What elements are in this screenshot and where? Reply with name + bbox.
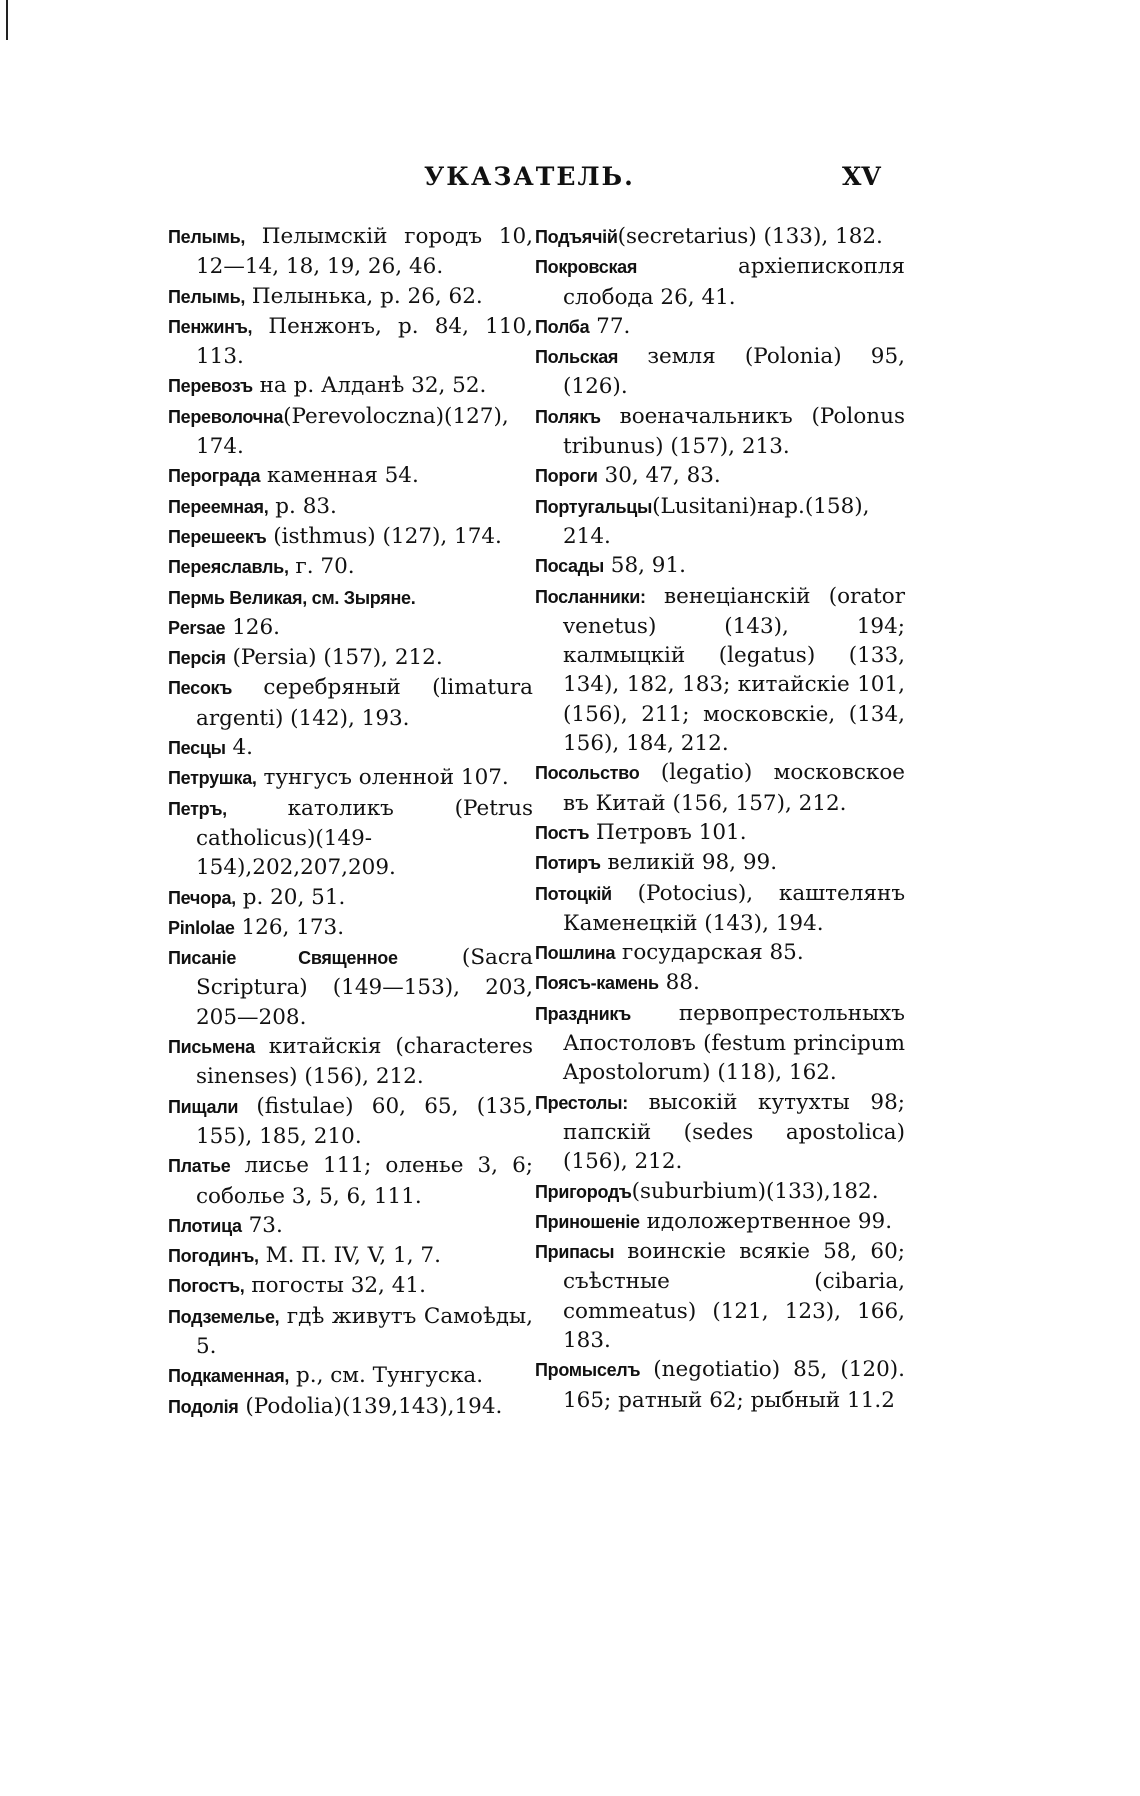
entry-headword: Подкаменная, [168,1366,290,1387]
page-header [0,162,1140,202]
entry-text: на р. Алданѣ 32, 52. [252,373,487,399]
entry-text: р., см. Тунгуска. [289,1363,484,1389]
entry-text: Пелымскій городъ 10, 12—14, 18, 19, 26, 46. [196,224,533,280]
entry-text: (fistulae) 60, 65, (135, 155), 185, 210. [196,1093,533,1149]
entry-text: государская 85. [615,940,804,966]
entry-headword: Переемная, [168,496,269,517]
index-entry [535,848,905,878]
entry-headword: Полякъ [535,406,601,427]
index-entry [535,582,905,759]
index-entry [168,1032,533,1092]
entry-headword: Посольство [535,763,640,784]
entry-text: р. 20, 51. [235,884,346,910]
entry-text: земля (Polonia) 95, (126). [563,344,905,400]
entry-headword: Приношеніе [535,1211,640,1232]
index-entry [168,943,533,1032]
entry-text: (Perevoloczna)(127), 174. [196,403,509,460]
entry-headword: Перешеекъ [168,526,267,547]
entry-headword: Pinlolae [168,917,235,938]
entry-text: (Sacra Scriptura) (149—153), 203, 205—208. [196,945,533,1030]
entry-headword: Подолія [168,1396,239,1417]
entry-text: М. П. IV, V, 1, 7. [258,1243,441,1269]
entry-text: (negotiatio) 85, (120). 165; ратный 62; рыбный 11.2 [563,1357,905,1413]
entry-text: гдѣ живутъ Самоѣды, 5. [196,1303,533,1359]
page-number: XV [842,162,881,191]
index-entry [168,794,533,883]
entry-headword: Престолы: [535,1092,628,1113]
index-entry [168,492,533,522]
entry-text: военачальникъ (Polonus tribunus) (157), 213. [563,403,905,460]
entry-headword: Пелымь, [168,227,246,247]
index-entry [168,312,533,372]
index-entry [535,938,905,968]
entry-text: р. 83. [268,493,337,519]
index-entry [168,613,533,643]
entry-text: 58, 91. [603,553,686,579]
index-entry [168,402,533,462]
index-entry [535,1355,905,1415]
entry-text: высокій кутухты 98; папскій (sedes apostolica) (156), 212. [563,1089,905,1175]
entry-headword: Плотица [168,1215,242,1236]
entry-text: венеціанскій (orator venetus) (143), 194; калмыцкій (legatus) (133, 134), 182, 183; китайскіе 101, (156), 211; московскіе, (134, 156), 184, 212. [563,583,905,757]
entry-headword: Погодинъ, [168,1246,259,1267]
entry-text: серебряный (limatura argenti) (142), 193. [196,675,533,731]
index-entry [168,1151,533,1211]
entry-headword: Петрушка, [168,768,257,789]
index-entry [168,643,533,673]
index-entry [535,758,905,818]
entry-headword: Печора, [168,887,236,908]
index-entry [168,522,533,552]
entry-headword: Пригородъ [535,1181,632,1202]
entry-headword: Письмена [168,1037,255,1058]
index-entry [168,913,533,943]
entry-headword: Пермь Великая, см. Зыряне. [168,587,416,608]
index-entry [535,222,905,252]
entry-headword: Пелымь, [168,286,246,307]
entry-headword: Перограда [168,466,261,487]
entry-text: первопрестольныхъ Апостоловъ (festum principum Apostolorum) (118), 162. [563,1000,905,1086]
entry-text: (Persia) (157), 212. [225,645,443,671]
index-entry [168,763,533,793]
index-entry [535,342,905,402]
entry-headword: Пенжинъ, [168,316,253,337]
entry-text: (suburbium)(133),182. [631,1178,879,1204]
entry-text: (secretarius) (133), 182. [617,224,883,249]
index-entry [535,312,905,342]
entry-text: (isthmus) (127), 174. [266,523,502,549]
index-column-right [535,222,905,1415]
entry-text: Пенжонъ, р. 84, 110, 113. [196,313,533,370]
entry-headword: Платье [168,1156,231,1177]
entry-text: погосты 32, 41. [244,1273,426,1299]
entry-text: китайскія (characteres sinenses) (156), 212. [196,1034,533,1090]
index-entry [168,371,533,401]
index-entry [168,461,533,491]
index-entry [535,1207,905,1237]
entry-headword: Польская [535,347,619,368]
index-entry [535,968,905,998]
entry-headword: Пошлина [535,943,616,964]
entry-headword: Перевозъ [168,376,253,397]
entry-headword: Поясъ-камень [535,973,659,994]
entry-headword: Песокъ [168,678,233,699]
index-entry [535,402,905,462]
entry-headword: Переяславль, [168,557,289,578]
entry-text: (Podolia)(139,143),194. [238,1393,503,1419]
entry-headword: Переволочна [168,406,284,427]
index-entry [168,1211,533,1241]
entry-headword: Петръ, [168,798,227,819]
index-entry [168,883,533,913]
entry-headword: Праздникъ [535,1003,631,1024]
index-entry [535,818,905,848]
entry-text: архіепископля слобода 26, 41. [563,254,905,310]
index-entry [535,1177,905,1207]
entry-text: каменная 54. [260,463,419,489]
entry-text: 126. [225,614,280,640]
entry-headword: Постъ [535,822,590,843]
entry-headword: Полба [535,316,590,337]
entry-text: (Potocius), каштелянъ Каменецкій (143), 194. [563,880,905,936]
index-entry [535,551,905,581]
entry-text: идоложертвенное 99. [639,1208,893,1234]
entry-headword: Покровская [535,257,638,278]
entry-headword: Потиръ [535,853,601,874]
entry-headword: Промыселъ [535,1360,641,1381]
entry-text: (Lusitani)нар.(158), 214. [563,493,870,549]
index-entry [535,252,905,312]
index-entry [168,1392,533,1422]
entry-headword: Persae [168,617,226,638]
index-entry [535,999,905,1088]
entry-headword: Потоцкій [535,883,612,904]
entry-text: 30, 47, 83. [597,463,721,489]
entry-headword: Португальцы [535,496,653,517]
entry-text: лисье 111; оленье 3, 6; соболье 3, 5, 6, 111. [196,1153,533,1209]
index-column-left [168,222,533,1422]
entry-headword: Припасы [535,1242,615,1263]
entry-text: Пелынька, р. 26, 62. [245,283,483,309]
entry-text: 88. [658,970,700,996]
index-entry [168,1092,533,1152]
index-entry [168,552,533,582]
entry-text: г. 70. [288,554,355,580]
entry-headword: Погостъ, [168,1276,245,1297]
entry-headword: Посланники: [535,586,646,607]
entry-text: 126, 173. [234,914,345,940]
entry-text: тунгусъ оленной 107. [256,765,509,791]
entry-text: 4. [225,735,254,761]
scan-edge-mark [6,0,8,40]
index-entry [168,222,533,282]
index-entry [535,879,905,939]
entry-text: воинскіе всякіе 58, 60; съѣстные (cibaria, commeatus) (121, 123), 166, 183. [563,1239,905,1353]
page-title: УКАЗАТЕЛЬ. [424,162,635,191]
index-entry [535,461,905,491]
entry-text: Петровъ 101. [589,819,747,845]
entry-headword: Посады [535,556,604,577]
entry-headword: Подземелье, [168,1306,280,1327]
entry-headword: Персія [168,648,226,669]
entry-text: (legatio) московское въ Китай (156, 157), 212. [563,760,905,816]
index-entry [168,1302,533,1362]
entry-headword: Пороги [535,466,598,487]
entry-headword: Пищали [168,1096,239,1117]
index-entry [168,282,533,312]
index-entry [168,733,533,763]
entry-headword: Песцы [168,738,226,759]
index-entry [168,1271,533,1301]
index-entry [168,1241,533,1271]
index-entry [168,673,533,733]
entry-headword: Подъячій [535,227,618,247]
entry-text: великій 98, 99. [600,850,778,876]
index-entry [535,1237,905,1355]
index-entry [168,583,533,613]
entry-text: 77. [589,313,631,339]
entry-text: 73. [241,1212,283,1238]
entry-headword: Писаніе Священное [168,948,398,969]
index-entry [168,1361,533,1391]
index-entry [535,492,905,552]
index-entry [535,1088,905,1177]
entry-text: католикъ (Petrus catholicus)(149-154),202,207,209. [196,795,533,881]
